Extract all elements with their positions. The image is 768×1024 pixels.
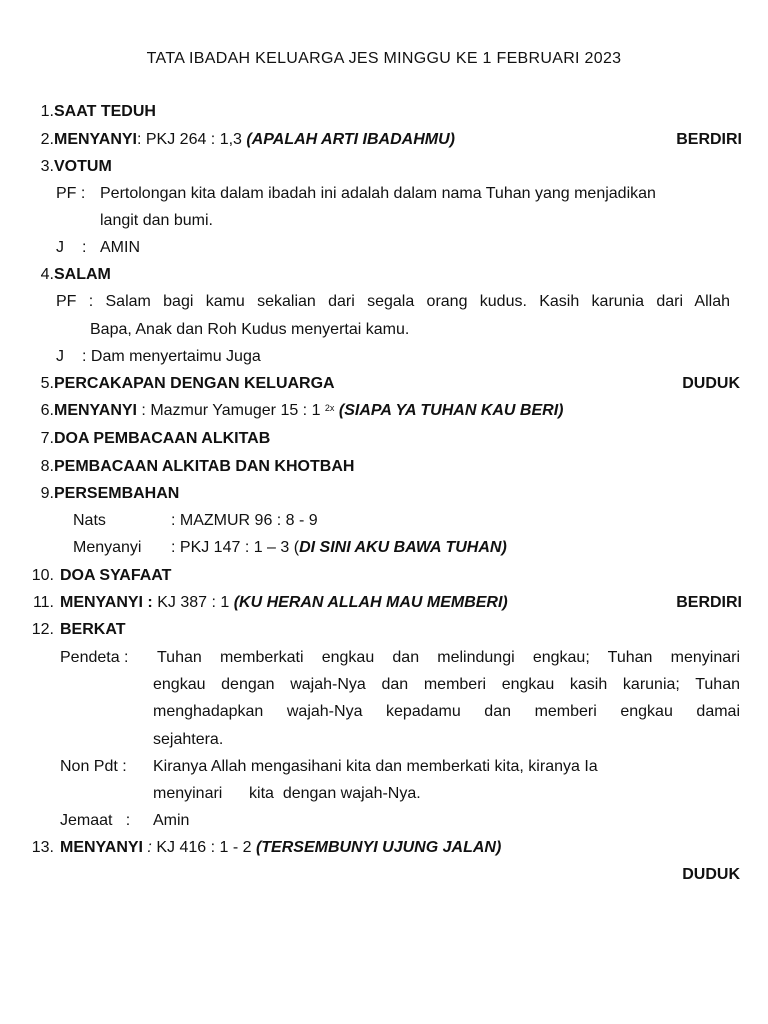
item-6-label: MENYANYI xyxy=(54,402,137,419)
item-9-menyanyi xyxy=(171,538,507,558)
item-2 xyxy=(22,130,455,150)
item-3-pf-line1: Pertolongan kita dalam ibadah ini adalah dalam nama Tuhan yang menjadikan xyxy=(100,185,656,202)
item-12-pendeta-line3: menghadapkan wajah-Nya kepadamu dan memberi engkau damai xyxy=(153,703,740,720)
item-13-colon: : xyxy=(142,839,152,856)
item-3-j-label: J xyxy=(56,239,64,256)
item-5 xyxy=(22,374,335,394)
item-12-pendeta-label: Pendeta : xyxy=(60,649,129,666)
item-12-pendeta-line4: sejahtera. xyxy=(153,731,224,748)
item-11-posture: BERDIRI xyxy=(676,594,742,611)
item-3-j-text: AMIN xyxy=(100,239,140,256)
item-13-label: MENYANYI xyxy=(60,839,143,856)
item-3 xyxy=(22,157,112,177)
item-3-pf-line2: langit dan bumi. xyxy=(100,212,213,229)
item-2-song: (APALAH ARTI IBADAHMU) xyxy=(246,131,455,148)
item-12-nonpdt-line2: menyinari kita dengan wajah-Nya. xyxy=(153,785,421,802)
item-4-j-label: J xyxy=(56,348,64,365)
item-10 xyxy=(22,566,171,586)
item-12-number: 12. xyxy=(31,621,54,638)
item-12-pendeta-line2: engkau dengan wajah-Nya dan memberi engkau kasih karunia; Tuhan xyxy=(153,676,740,693)
item-2-posture: BERDIRI xyxy=(676,131,742,148)
item-4-number: 4. xyxy=(40,266,54,283)
item-4-pf-line1: PF : Salam bagi kamu sekalian dari segala orang kudus. Kasih karunia dari Allah xyxy=(56,293,730,310)
item-9-menyanyi-text: : PKJ 147 : 1 – 3 ( xyxy=(171,539,300,556)
item-13-posture: DUDUK xyxy=(682,866,740,883)
item-8-label: PEMBACAAN ALKITAB DAN KHOTBAH xyxy=(54,458,355,475)
page-title: TATA IBADAH KELUARGA JES MINGGU KE 1 FEBRUARI 2023 xyxy=(146,50,622,67)
item-6-superscript: 2x xyxy=(324,403,335,413)
item-13-number: 13. xyxy=(31,839,54,856)
item-4 xyxy=(22,265,111,285)
item-11-ref: KJ 387 : 1 xyxy=(152,594,234,611)
item-11-label: MENYANYI : xyxy=(60,594,153,611)
item-2-number: 2. xyxy=(40,131,54,148)
item-10-label: DOA SYAFAAT xyxy=(60,567,172,584)
item-9-number: 9. xyxy=(40,485,54,502)
item-2-ref: : PKJ 264 : 1,3 xyxy=(136,131,247,148)
item-1-number: 1. xyxy=(40,103,54,120)
item-3-number: 3. xyxy=(40,158,54,175)
item-7-label: DOA PEMBACAAN ALKITAB xyxy=(54,430,271,447)
item-9 xyxy=(22,484,179,504)
item-6-song: (SIAPA YA TUHAN KAU BERI) xyxy=(334,402,564,419)
item-3-j-colon: : xyxy=(82,239,87,256)
item-1 xyxy=(22,102,156,122)
item-9-nats-label: Nats xyxy=(73,512,106,529)
item-1-label: SAAT TEDUH xyxy=(54,103,156,120)
item-12-label: BERKAT xyxy=(60,621,126,638)
item-6 xyxy=(22,401,563,421)
item-12-nonpdt-line1: Kiranya Allah mengasihani kita dan memberkati kita, kiranya Ia xyxy=(153,758,598,775)
item-13-ref: KJ 416 : 1 - 2 xyxy=(151,839,256,856)
item-12-pendeta-line1: Tuhan memberkati engkau dan melindungi engkau; Tuhan menyinari xyxy=(157,649,740,666)
item-5-number: 5. xyxy=(40,375,54,392)
item-4-pf-line2: Bapa, Anak dan Roh Kudus menyertai kamu. xyxy=(90,321,410,338)
item-4-j-text: : Dam menyertaimu Juga xyxy=(82,348,261,365)
item-5-posture: DUDUK xyxy=(682,375,740,392)
item-3-pf-label: PF : xyxy=(56,185,86,202)
item-13-song: (TERSEMBUNYI UJUNG JALAN) xyxy=(255,839,502,856)
item-12-jemaat-label: Jemaat : xyxy=(60,812,131,829)
item-9-nats-text: : MAZMUR 96 : 8 - 9 xyxy=(171,512,318,529)
item-11 xyxy=(22,593,508,613)
item-4-label: SALAM xyxy=(54,266,111,283)
item-9-menyanyi-song: DI SINI AKU BAWA TUHAN) xyxy=(299,539,507,556)
item-11-number: 11. xyxy=(32,594,54,611)
item-7-number: 7. xyxy=(40,430,54,447)
item-7 xyxy=(22,429,270,449)
item-13 xyxy=(22,838,501,858)
item-3-label: VOTUM xyxy=(54,158,112,175)
item-8 xyxy=(22,457,354,477)
item-5-label: PERCAKAPAN DENGAN KELUARGA xyxy=(54,375,335,392)
item-8-number: 8. xyxy=(40,458,54,475)
item-9-label: PERSEMBAHAN xyxy=(54,485,180,502)
item-12 xyxy=(22,620,125,640)
item-11-song: (KU HERAN ALLAH MAU MEMBERI) xyxy=(233,594,508,611)
item-6-number: 6. xyxy=(40,402,54,419)
item-2-label: MENYANYI xyxy=(54,131,137,148)
item-10-number: 10. xyxy=(31,567,54,584)
item-12-nonpdt-label: Non Pdt : xyxy=(60,758,127,775)
item-6-ref: : Mazmur Yamuger 15 : 1 xyxy=(136,402,325,419)
item-12-jemaat-text: Amin xyxy=(153,812,190,829)
item-9-menyanyi-label: Menyanyi xyxy=(73,539,142,556)
